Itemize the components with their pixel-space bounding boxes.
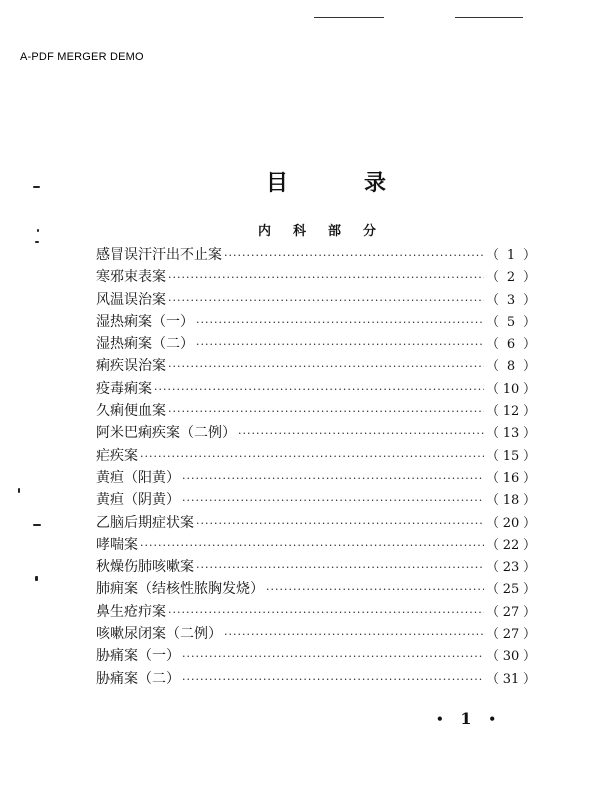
toc-page-number: 31 bbox=[502, 671, 520, 687]
page-number-value: 1 bbox=[460, 709, 472, 728]
toc-entry bbox=[96, 489, 536, 511]
toc-page-number: 18 bbox=[502, 493, 520, 509]
toc-page-paren-open: （ bbox=[486, 314, 500, 330]
toc-entry-title: 哮喘案 bbox=[96, 536, 138, 553]
toc-entry-title: 风温误治案 bbox=[96, 291, 166, 308]
toc-entry bbox=[96, 512, 536, 534]
toc-leader-dots bbox=[154, 379, 484, 401]
toc-leader-dots bbox=[224, 624, 484, 646]
toc-leader-dots bbox=[238, 423, 484, 445]
page-title-char: 录 bbox=[363, 170, 386, 196]
toc-page-paren-close: ） bbox=[522, 649, 536, 665]
scan-speck bbox=[35, 576, 38, 581]
toc-entry bbox=[96, 333, 536, 355]
section-heading-char: 部 bbox=[327, 224, 341, 239]
toc-page-paren-open: （ bbox=[486, 582, 500, 598]
toc-entry-title: 感冒误汗汗出不止案 bbox=[96, 247, 222, 263]
toc-entry-page bbox=[486, 312, 536, 334]
toc-page-paren-close: ） bbox=[522, 314, 536, 330]
toc-page-paren-close: ） bbox=[522, 493, 536, 509]
toc-entry bbox=[96, 355, 536, 377]
toc-leader-dots bbox=[168, 267, 484, 289]
toc-page-number: 27 bbox=[502, 627, 520, 643]
section-heading-char: 科 bbox=[292, 224, 306, 239]
toc-leader-dots bbox=[224, 245, 484, 267]
toc-page-paren-open: （ bbox=[486, 627, 500, 643]
toc-page-paren-open: （ bbox=[486, 426, 500, 442]
toc-page-number: 10 bbox=[502, 381, 520, 397]
toc-entry-title: 秋燥伤肺咳嗽案 bbox=[96, 559, 194, 576]
toc-page-number: 6 bbox=[506, 337, 516, 353]
toc-page-number: 27 bbox=[502, 604, 520, 620]
toc-page-paren-open: （ bbox=[486, 649, 500, 665]
toc-leader-dots bbox=[182, 468, 484, 490]
toc-page-paren-open: （ bbox=[486, 493, 500, 509]
scan-speck bbox=[37, 229, 39, 232]
toc-leader-dots bbox=[182, 669, 484, 691]
toc-entry bbox=[96, 378, 536, 400]
toc-entry-page bbox=[486, 669, 536, 691]
toc-page-paren-open: （ bbox=[486, 248, 500, 263]
toc-entry-page bbox=[486, 446, 536, 468]
toc-entry-page bbox=[486, 646, 536, 668]
page-title bbox=[266, 166, 386, 197]
toc-entry bbox=[96, 645, 536, 667]
section-heading-char: 分 bbox=[362, 224, 376, 239]
toc-entry-page bbox=[486, 602, 536, 624]
toc-entry-title: 阿米巴痢疾案（二例） bbox=[96, 425, 236, 442]
toc-entry bbox=[96, 266, 536, 288]
scan-speck bbox=[18, 488, 20, 493]
toc-entry bbox=[96, 623, 536, 645]
toc-entry bbox=[96, 289, 536, 311]
toc-page-paren-open: （ bbox=[486, 404, 500, 420]
toc-entry-page bbox=[486, 579, 536, 601]
toc-page-number: 8 bbox=[506, 359, 516, 375]
toc-page-paren-close: ） bbox=[522, 270, 536, 286]
toc-entry bbox=[96, 578, 536, 600]
toc-entry bbox=[96, 467, 536, 489]
toc-page-paren-close: ） bbox=[522, 604, 536, 620]
toc-page-paren-close: ） bbox=[522, 404, 536, 420]
toc-page-number: 16 bbox=[502, 470, 520, 486]
toc-entry-page bbox=[486, 423, 536, 445]
toc-page-paren-close: ） bbox=[522, 359, 536, 375]
toc-entry-title: 胁痛案（一） bbox=[96, 648, 180, 665]
toc-leader-dots bbox=[196, 334, 484, 356]
toc-page-paren-open: （ bbox=[486, 560, 500, 576]
toc-page-number: 15 bbox=[502, 448, 520, 464]
toc-entry-page bbox=[486, 468, 536, 490]
toc-leader-dots bbox=[140, 446, 484, 468]
toc-entry bbox=[96, 244, 536, 266]
scan-speck bbox=[33, 524, 41, 526]
toc-page-number: 22 bbox=[502, 537, 520, 553]
toc-page-paren-close: ） bbox=[522, 627, 536, 643]
toc-entry-page bbox=[486, 401, 536, 423]
toc-entry-page bbox=[486, 624, 536, 646]
toc-page-paren-close: ） bbox=[522, 582, 536, 598]
demo-watermark-label: A-PDF MERGER DEMO bbox=[20, 51, 144, 63]
toc-page-paren-close: ） bbox=[522, 292, 536, 308]
toc-entry-title: 黄疸（阴黄） bbox=[96, 492, 180, 509]
page-title-char: 目 bbox=[266, 170, 289, 196]
toc-page-paren-close: ） bbox=[522, 537, 536, 553]
toc-entry-page bbox=[486, 267, 536, 289]
toc-page-number: 2 bbox=[506, 270, 516, 286]
toc-page-number: 3 bbox=[506, 292, 516, 308]
toc-entry bbox=[96, 534, 536, 556]
toc-leader-dots bbox=[168, 602, 484, 624]
toc-entry-page bbox=[486, 356, 536, 378]
toc-page-paren-open: （ bbox=[486, 381, 500, 397]
toc-entry bbox=[96, 400, 536, 422]
toc-page-number: 25 bbox=[502, 582, 520, 598]
toc-entry-page bbox=[486, 513, 536, 535]
toc-entry bbox=[96, 601, 536, 623]
toc-page-paren-open: （ bbox=[486, 515, 500, 531]
toc-page-paren-open: （ bbox=[486, 671, 500, 687]
toc-page-paren-close: ） bbox=[522, 560, 536, 576]
toc-page-number: 1 bbox=[506, 248, 516, 263]
page-number bbox=[436, 709, 496, 728]
toc-page-paren-close: ） bbox=[522, 671, 536, 687]
toc-entry bbox=[96, 668, 536, 690]
toc-entry bbox=[96, 422, 536, 444]
toc-entry-title: 胁痛案（二） bbox=[96, 670, 180, 687]
section-heading bbox=[258, 220, 376, 239]
toc-leader-dots bbox=[168, 356, 484, 378]
toc-entry-page bbox=[486, 290, 536, 312]
toc-entry-page bbox=[486, 490, 536, 512]
section-heading-char: 内 bbox=[258, 224, 272, 239]
toc-page-number: 30 bbox=[502, 649, 520, 665]
toc-entry bbox=[96, 556, 536, 578]
toc-entry-title: 黄疸（阳黄） bbox=[96, 469, 180, 486]
toc-entry-page bbox=[486, 379, 536, 401]
toc-page-paren-open: （ bbox=[486, 604, 500, 620]
toc-entry-page bbox=[486, 535, 536, 557]
scan-speck bbox=[33, 186, 40, 188]
toc-entry-title: 肺痈案（结核性脓胸发烧） bbox=[96, 581, 264, 598]
toc-leader-dots bbox=[266, 579, 484, 601]
top-rule-right bbox=[455, 17, 523, 18]
toc-page-number: 13 bbox=[502, 426, 520, 442]
toc-leader-dots bbox=[182, 490, 484, 512]
top-rule-left bbox=[314, 17, 384, 18]
toc-page-paren-close: ） bbox=[522, 248, 536, 263]
toc-entry bbox=[96, 445, 536, 467]
page-number-dot: • bbox=[436, 711, 444, 726]
toc-entry-title: 湿热痢案（一） bbox=[96, 313, 194, 330]
toc-page-paren-open: （ bbox=[486, 537, 500, 553]
toc-entry-title: 久痢便血案 bbox=[96, 403, 166, 420]
toc-entry-page bbox=[486, 245, 536, 267]
toc-page-paren-open: （ bbox=[486, 270, 500, 286]
toc-entry-title: 鼻生疮疖案 bbox=[96, 603, 166, 620]
scan-speck bbox=[35, 241, 39, 243]
toc-page-paren-close: ） bbox=[522, 381, 536, 397]
toc-page-paren-close: ） bbox=[522, 426, 536, 442]
toc-entry-title: 寒邪束表案 bbox=[96, 269, 166, 286]
toc-entry-title: 湿热痢案（二） bbox=[96, 336, 194, 353]
toc-page-number: 5 bbox=[506, 314, 516, 330]
toc-entry-title: 乙脑后期症状案 bbox=[96, 514, 194, 531]
toc-page-paren-close: ） bbox=[522, 470, 536, 486]
toc-page-number: 12 bbox=[502, 404, 520, 420]
toc-leader-dots bbox=[168, 401, 484, 423]
toc-entry-title: 咳嗽尿闭案（二例） bbox=[96, 626, 222, 643]
toc-page-number: 23 bbox=[502, 560, 520, 576]
toc-entry-page bbox=[486, 557, 536, 579]
toc-leader-dots bbox=[182, 646, 484, 668]
toc-leader-dots bbox=[196, 513, 484, 535]
toc-leader-dots bbox=[196, 312, 484, 334]
toc-entry-title: 疟疾案 bbox=[96, 447, 138, 464]
table-of-contents bbox=[96, 244, 536, 690]
toc-page-paren-close: ） bbox=[522, 515, 536, 531]
toc-page-paren-open: （ bbox=[486, 337, 500, 353]
toc-page-paren-open: （ bbox=[486, 470, 500, 486]
toc-page-number: 20 bbox=[502, 515, 520, 531]
toc-page-paren-open: （ bbox=[486, 448, 500, 464]
toc-entry bbox=[96, 311, 536, 333]
toc-page-paren-close: ） bbox=[522, 448, 536, 464]
toc-leader-dots bbox=[168, 290, 484, 312]
toc-entry-page bbox=[486, 334, 536, 356]
page-number-dot: • bbox=[488, 711, 496, 726]
toc-entry-title: 疫毒痢案 bbox=[96, 380, 152, 397]
toc-leader-dots bbox=[140, 535, 484, 557]
toc-page-paren-close: ） bbox=[522, 337, 536, 353]
toc-leader-dots bbox=[196, 557, 484, 579]
toc-page-paren-open: （ bbox=[486, 359, 500, 375]
toc-page-paren-open: （ bbox=[486, 292, 500, 308]
toc-entry-title: 痢疾误治案 bbox=[96, 358, 166, 375]
